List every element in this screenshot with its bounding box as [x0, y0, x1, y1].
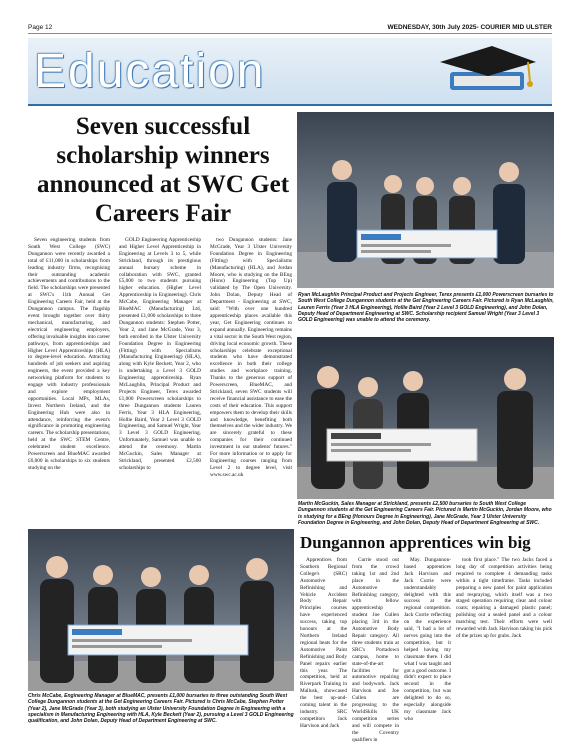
photo-terex-presentation [297, 112, 554, 288]
photo-strickland-presentation [297, 337, 554, 499]
people-photo-image-3 [28, 529, 294, 691]
main-article-col-2: GOLD Engineering Apprenticeship and Higher Level Apprenticeship in Engineering at Levels 3 to 5, while Strickland, through its prestigious annual bursary scheme in collaboration with SWC, granted £5,000 to two students pursuing higher education. (Higher Level Apprenticeship in Engineering). Chris McCabe, Engineering Manager at BlueMAC (Manufacturing) Ltd, presented £1,000 scholarships to three Dungannon students: Stephen Potter, Year 2, and Jane McGrade, Year 3, both enrolled in the Ulster University Foundation Degree in Engineering (Fitting) with Specialisms (Manufacturing Engineering) (HLA), along with Kyle Beckett, Year 2, who is undertaking a Level 3 GOLD Engineering apprenticeship. Ryan McLaughlin, Principal Product and Projects Engineer, Terex awarded £1,000 Powerscreen scholarships to three Dungannon students Lauren Ferris, Year 3 HLA Engineering, Hollie Baird, Year 2 Level 3 GOLD Engineering, and Samuel Wright, Year 3 Level 3 GOLD Engineering. Unfortunately, Samuel was unable to attend the ceremony. Martin McGuckin, Sales Manager at Strickland, presented £2,500 scholarships to [119, 237, 201, 471]
section-title: Education [34, 45, 266, 98]
people-photo-image [297, 112, 554, 288]
second-article-col-2: Currie stood out from the crowd taking 1st and 2nd place in the Automotive Refinishing category, with fellow apprenticeship student Joe Cullen placing 3rd in the Automotive Body Repair category. All three students train at SRC's Portadown campus, home to state-of-the-art facilities for automotive repairing and bodywork. Jack Harvison and Joe Cullen are progressing to the WorldSkills UK competition series and will compete in the Coventry qualifiers in [352, 557, 399, 743]
page-number: Page 12 [28, 24, 53, 31]
main-article-col-3: two Dungannon students: Jane McGrade, Year 3 Ulster University Foundation Degree in Engineering (Fitting) with Specialisms (Manufacturing) (HLA), and Jordan Moore, who is studying on the BEng (Hons) Engineering (Top Up) validated by The Open University. John Dolan, Deputy Head of Department - Engineering at SWC, said: "With over one hundred apprenticeship places available this year, Get Engineering continues to expand annually. Engineering remains a vital sector in the South West region, driving local economic growth. These scholarships celebrate exceptional students who have demonstrated excellence in both their college studies and workplace training. Thanks to the generous support of Powerscreen, BlueMAC, and Strickland, seven SWC students will receive financial assistance to ease the costs of their education. This support empowers them to develop their skills and knowledge, benefiting both themselves and the wider industry. We are sincerely grateful to these companies for their continued investment in our students' futures." For more information or to apply for Engineering courses ranging from Level 2 to degree level, visit www.swc.ac.uk [210, 237, 292, 478]
caption-top-right: Ryan McLaughlin Principal Product and Projects Engineer, Terex presents £1,000 Powerscreen bursaries to South West College Dungannon students at the Get Engineering Careers Fair. Pictured is Ryan McLaughlin, Lauren Ferris (Year 3 HLA Engineering), Hollie Baird (Year 2 Level 3 GOLD Engineering), and John Dolan, Deputy Head of Department Engineering at SWC. Scholarship recipient Samuel Wright (Year 3 Level 3 GOLD Engineering) was unable to attend the ceremony. [298, 292, 554, 324]
section-banner [28, 38, 552, 106]
second-article-body [300, 557, 552, 743]
dateline: WEDNESDAY, 30th July 2025- COURIER MID ULSTER [387, 24, 552, 31]
page-header [28, 22, 552, 34]
main-headline: Seven successful scholarship winners announced at SWC Get Careers Fair [36, 113, 290, 227]
graduation-cap-icon [432, 42, 542, 100]
second-headline: Dungannon apprentices win big [300, 533, 531, 552]
caption-middle-right: Martin McGuckin, Sales Manager at Strickland, presents £2,500 bursaries to South West College Dungannon students at the Get Engineering Careers Fair. Pictured is Martin McGuckin, Jordan Moore, who is studying for a BEng (Honours Degree in Engineering), Jane McGrade, Year 3 Ulster University Foundation Degree in Engineering, and John Dolan, Deputy Head of Department Engineering at SWC. [298, 501, 552, 526]
caption-bottom-left: Chris McCabe, Engineering Manager at BlueMAC, presents £1,000 bursaries to three outstanding South West College Dungannon students at the Get Engineering Careers Fair. Pictured is Chris McCabe, Stephen Potter (Year 2), Jane McGrade (Year 3), both studying an Ulster University Foundation Degree in Engineering with a specialism in Manufacturing Engineering with HLA, Kyle Beckett (Year 2), pursuing a Level 3 GOLD Engineering qualification, and John Dolan, Deputy Head of Department Engineering at SWC. [28, 693, 294, 725]
main-article-body [28, 237, 292, 529]
second-article-col-3: May. Dungannon-based apprentices Jack Harvison and Jack Currie were understandably delighted with this success at the regional competition. Jack Currie reflecting on the experience said, "I had a lot of nerves going into the competition, but it helped having my classmate there. I did what I was taught and got a good outcome. I didn't expect to place second in the competition, but was delighted to do so, especially alongside my classmate Jack who [404, 557, 451, 722]
people-photo-image-2 [297, 337, 554, 499]
main-article-col-1: Seven engineering students from South West College (SWC) Dungannon were recently awarded a total of £11,000 in scholarships from leading industry firms, recognising their outstanding academic achievements and contributions to the field. The scholarships were presented at SWC's 11th Annual Get Engineering Careers Fair, held at the Dungannon campus. The flagship event brought together over thirty mechanical, manufacturing, and electrical engineering employers, offering invaluable insights into career pathways, from apprenticeships and Higher Level Apprenticeships (HLA) to degree-level education. Attracting hundreds of job seekers and aspiring engineers, the event provided a key networking platform for students to engage with industry professionals and explore employment opportunities. Local MPs, MLAs, Invest Northern Ireland, and the Engineering Hub were also in attendance, reinforcing the event's significance in promoting engineering careers. The scholarship presentations, held at the SWC STEM Centre, celebrated student excellence. Powerscreen and BlueMAC awarded £6,000 in scholarships to six students studying on the [28, 237, 110, 471]
photo-bluemac-presentation [28, 529, 294, 691]
header-rule [28, 33, 552, 34]
second-article-col-4: took first place." The two Jacks faced a long day of competition activities being required to complete 4 demanding tasks within a tight timeframe. Tasks included preparing a new panel for paint application and respraying, which itself was a two staged operation requiring clear and colour coats; repairing a damaged plastic panel; polishing out a sealed panel and a colour matching test. Their efforts were well rewarded with Jack Harvison taking his pick of the prizes up for grabs. Jack [456, 557, 552, 639]
second-article-col-1: Apprentices from Southern Regional College's (SRC) Automotive Refinishing and Vehicle Accident Body Repair Principles courses have experienced success, taking top honours at the Northern Ireland regional heats for the Automotive Paint Refinishing and Body Panel repairs earlier this year. The competition, held at Riverpark Training in Mallusk, showcased the best up-and-coming talent in the industry. SRC competitors Jack Harvison and Jack [300, 557, 347, 729]
